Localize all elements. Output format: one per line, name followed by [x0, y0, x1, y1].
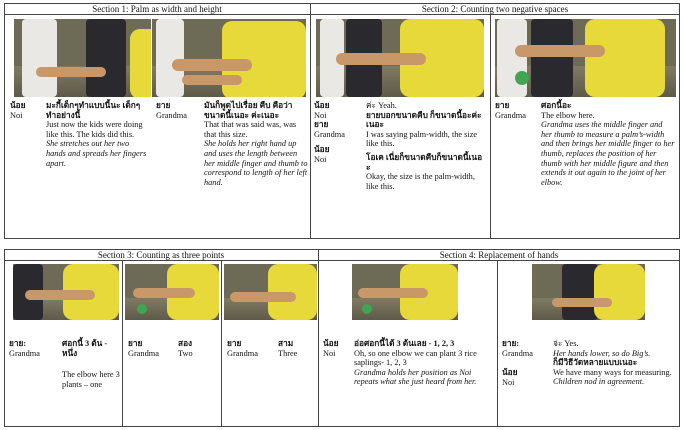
- transcript-s4-noi: อ่อศอกนี้ได้ 3 ต้นเลย - 1, 2, 3 Oh, so one elbow we can plant 3 rice saplings- 1, 2, 3 Grandma holds her position as Noi repeats what she just heard from her.: [354, 339, 477, 387]
- speaker-grandma: ยาย Grandma: [495, 101, 526, 120]
- photo-s2-2: [495, 19, 676, 97]
- speaker-grandma: ยาย Grandma: [156, 101, 187, 120]
- divider: [318, 249, 319, 427]
- divider: [490, 15, 491, 239]
- photo-s4-2: [532, 264, 645, 320]
- photo-s3-2: [125, 264, 219, 320]
- transcript-s1-grandma: มันก็พูดไปเรื่อย คืบ คือว่าขนาดนี้เนอะ ค่ะเนอะ That that was said was, was that this size. She holds her right hand up and uses the length between her middle finger and thumb to correspond to length of her left hand.: [204, 101, 308, 187]
- speaker-grandma: ยาย Grandma: [227, 339, 258, 358]
- photo-s4-1: [352, 264, 458, 320]
- transcript-s1-noi: มะกี้เด็กๆทำแบบนี้นะ เด็กๆทำอย่างนี้ Just now the kids were doing like this. The kids did this. She stretches out her two hands and spreads her fingers apart.: [46, 101, 147, 168]
- transcript-s3-three: สาม Three: [278, 339, 298, 358]
- speaker-noi: น้อย Noi: [10, 101, 26, 120]
- transcript-s4-right: จ่ะ Yes. Her hands lower, so do Big’s. ก็มีวิธีวัดหลายแบบเนอะ We have many ways for measuring. Children nod in agreement.: [553, 339, 672, 387]
- photo-s3-3: [224, 264, 317, 320]
- section-1-header: Section 1: Palm as width and height: [4, 3, 310, 15]
- photo-s1-2: [152, 19, 306, 97]
- transcript-s3-two: สอง Two: [178, 339, 193, 358]
- divider: [310, 3, 311, 239]
- divider: [122, 261, 123, 427]
- photo-s2-1: [316, 19, 484, 97]
- divider: [497, 261, 498, 427]
- speaker-grandma: ยาย Grandma: [128, 339, 159, 358]
- speakers-s2: น้อย Noi ยาย Grandma น้อย Noi: [314, 101, 345, 164]
- speakers-s4: ยาย: Grandma น้อย Noi: [502, 339, 533, 387]
- section-3-header: Section 3: Counting as three points: [4, 249, 318, 261]
- section-2-header: Section 2: Counting two negative spaces: [310, 3, 680, 15]
- photo-s3-1: [13, 264, 119, 320]
- section-4-header: Section 4: Replacement of hands: [318, 249, 680, 261]
- transcript-s2-grandma: ศอกนี้อะ The elbow here. Grandma uses the middle finger and her thumb to measure a palm’s-width and then brings her middle finger to her thumb, replaces the position of her thumb with her middle figure and then extends it out again to the joint of her elbow.: [541, 101, 675, 187]
- photo-s1-1: [14, 19, 151, 97]
- speaker-grandma: ยาย: Grandma: [9, 339, 40, 358]
- speaker-noi: น้อย Noi: [323, 339, 339, 358]
- divider: [221, 261, 222, 427]
- transcript-s3-one: ศอกนี้ 3 ต้น - หนึ่ง The elbow here 3 plants – one: [62, 339, 120, 389]
- transcript-s2-left: ค่ะ Yeah. ยายบอกขนาดคืบ ก็ขนาดนี้อะค่ะเนอะ I was saying palm-width, the size like this. โอเค เนี่ยก็ขนาดคืบก็ขนาดนี้เนอะ Okay, the size is the palm-width, like this.: [366, 101, 483, 191]
